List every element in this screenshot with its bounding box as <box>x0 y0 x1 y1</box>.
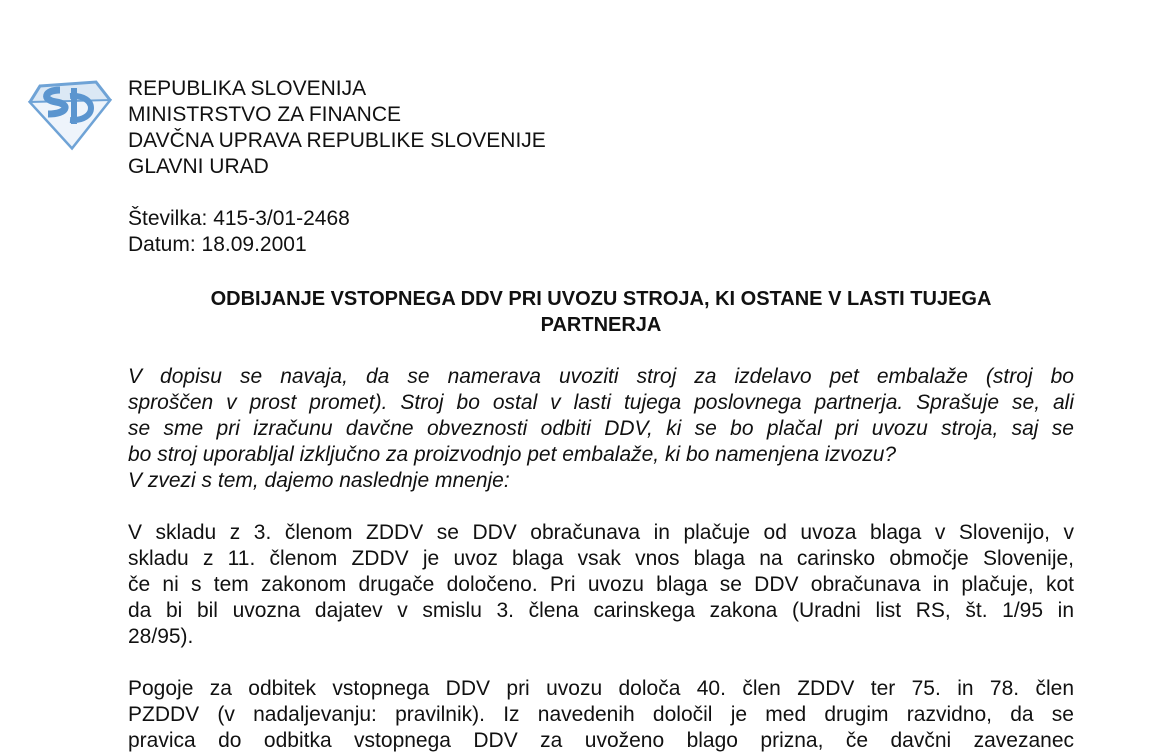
document-date: Datum: 18.09.2001 <box>128 233 307 256</box>
paragraph-line: bo stroj uporabljal izključno za proizvodnjo pet embalaže, ki bo namenjena izvozu? <box>128 443 897 466</box>
header-line: MINISTRSTVO ZA FINANCE <box>128 103 402 126</box>
intro-paragraph <box>128 364 1074 494</box>
header-line: REPUBLIKA SLOVENIJA <box>128 77 367 100</box>
paragraph-line: V dopisu se navaja, da se namerava uvoziti stroj za izdelavo pet embalaže (stroj bo <box>128 365 1074 388</box>
paragraph-line: če ni s tem zakonom drugače določeno. Pri uvozu blaga se DDV obračunava in plačuje, kot <box>128 573 1074 596</box>
title-line: ODBIJANJE VSTOPNEGA DDV PRI UVOZU STROJA, KI OSTANE V LASTI TUJEGA <box>210 288 992 310</box>
paragraph-line: PZDDV (v nadaljevanju: pravilnik). Iz navedenih določil je med drugim razvidno, da se <box>128 703 1074 726</box>
document-meta <box>128 206 1074 258</box>
issuer-header <box>128 76 1074 180</box>
document-number: Številka: 415-3/01-2468 <box>128 207 350 230</box>
paragraph-line: V skladu z 3. členom ZDDV se DDV obračunava in plačuje od uvoza blaga v Slovenijo, v <box>128 521 1074 544</box>
paragraph-line: 28/95). <box>128 625 194 648</box>
paragraph-line: se sme pri izračunu davčne obveznosti odbiti DDV, ki se bo plačal pri uvozu stroja, saj se <box>128 417 1074 440</box>
paragraph-line: sproščen v prost promet). Stroj bo ostal v lasti tujega poslovnega partnerja. Sprašuje se, ali <box>128 391 1074 414</box>
document-title <box>128 286 1074 338</box>
tax-administration-logo <box>26 76 112 152</box>
paragraph-line: skladu z 11. členom ZDDV je uvoz blaga vsak vnos blaga na carinsko območje Slovenije, <box>128 547 1074 570</box>
title-line: PARTNERJA <box>540 314 662 336</box>
paragraph-line: da bi bil uvozna dajatev v smislu 3. člena carinskega zakona (Uradni list RS, št. 1/95 in <box>128 599 1074 622</box>
paragraph-line: Pogoje za odbitek vstopnega DDV pri uvozu določa 40. člen ZDDV ter 75. in 78. člen <box>128 677 1074 700</box>
body-paragraph-2 <box>128 676 1074 754</box>
header-line: GLAVNI URAD <box>128 155 269 178</box>
header-line: DAVČNA UPRAVA REPUBLIKE SLOVENIJE <box>128 129 546 152</box>
paragraph-line: V zvezi s tem, dajemo naslednje mnenje: <box>128 469 510 492</box>
body-paragraph-1 <box>128 520 1074 650</box>
paragraph-line: pravica do odbitka vstopnega DDV za uvoženo blago prizna, če davčni zavezanec <box>128 729 1074 752</box>
